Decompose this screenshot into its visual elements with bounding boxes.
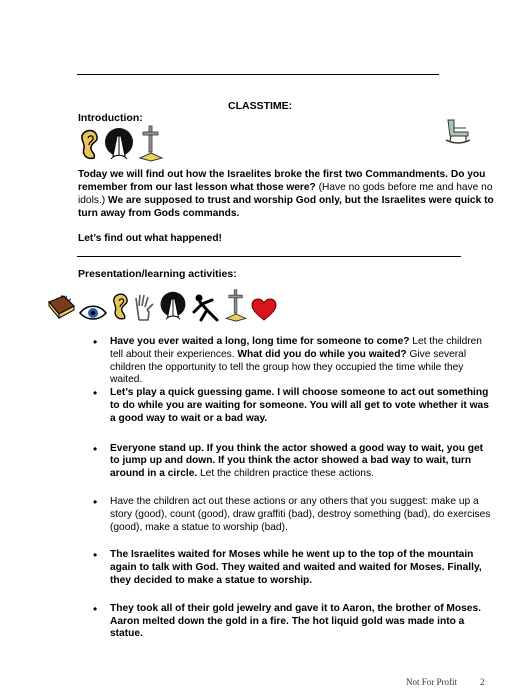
eye-icon [79, 304, 107, 322]
list-item [93, 387, 493, 425]
presentation-heading: Presentation/learning activities: [78, 268, 237, 280]
intro-text-2: (Have no gods before me and have no idols.) [78, 182, 493, 206]
ear-icon [78, 128, 100, 162]
list-item [93, 336, 493, 387]
introduction-closing [78, 232, 508, 245]
praying-hands-icon [103, 126, 135, 162]
introduction-heading: Introduction: [78, 112, 143, 124]
list-item-text: The Israelites waited for Moses while he went up to the top of the mountain again to talk with God. They waited and waited and waited for Moses. Finally, they decided to make a statue to worship. [110, 549, 482, 586]
list-item-text: Let the children tell about their experiences. [110, 336, 482, 360]
ear-icon [110, 292, 130, 322]
list-item-text: Let’s play a quick guessing game. I will choose someone to act out something to do while you are waiting for someone. You will all get to vote whether it was a good way to wait or a bad way. [110, 387, 489, 424]
rocking-chair-icon [444, 118, 472, 144]
page-title: CLASSTIME: [228, 100, 293, 112]
list-item-text: Everyone stand up. If you think the actor showed a good way to wait, you get to jump up and down. If you think the actor showed a bad way to wait, turn around in a circle. [110, 442, 484, 480]
list-item-text: Give several children the opportunity to tell the group how they occupied the time while they waited. [110, 348, 467, 386]
intro-text-1: Today we will find out how the Israelites broke the first two Commandments. Do you remember from our last lesson what those were? [78, 169, 486, 193]
list-item-text: What did you do while you waited? [237, 348, 407, 360]
section-rule [77, 256, 461, 257]
list-item-text: Have the children act out these actions or any others that you suggest: make up a story (good), count (good), draw graffiti (bad), destroy something (bad), do exercises (good), make a statue to worship (bad). [110, 495, 491, 533]
list-item-text: They took all of their gold jewelry and gave it to Aaron, the brother of Moses. Aaron melted down the gold in a fire. The hot liquid gold was made into a statue. [110, 602, 481, 640]
footer-note: Not For Profit [406, 677, 458, 687]
list-item-text: Have you ever waited a long, long time for someone to come? [110, 336, 410, 347]
heart-icon [251, 298, 277, 322]
praying-hands-icon [158, 290, 188, 322]
list-item [93, 603, 493, 641]
page-number: 2 [480, 677, 485, 687]
top-rule [77, 74, 439, 75]
bible-icon [46, 292, 76, 322]
intro-text-3: We are supposed to trust and worship God only, but the Israelites were quick to turn away from Gods commands. [78, 195, 494, 219]
introduction-paragraph [78, 168, 508, 220]
stretching-figure-icon [191, 292, 221, 322]
list-item [93, 496, 493, 534]
list-item [93, 549, 493, 587]
introduction-icons [78, 124, 164, 162]
hand-icon [133, 292, 155, 322]
presentation-icons [46, 288, 277, 322]
list-item [93, 443, 493, 481]
activities-list [93, 336, 493, 651]
cross-bible-icon [224, 288, 248, 322]
cross-bible-icon [138, 124, 164, 162]
list-item-text: Let the children practice these actions. [197, 468, 374, 480]
intro-closing-text: Let’s find out what happened! [78, 233, 222, 244]
